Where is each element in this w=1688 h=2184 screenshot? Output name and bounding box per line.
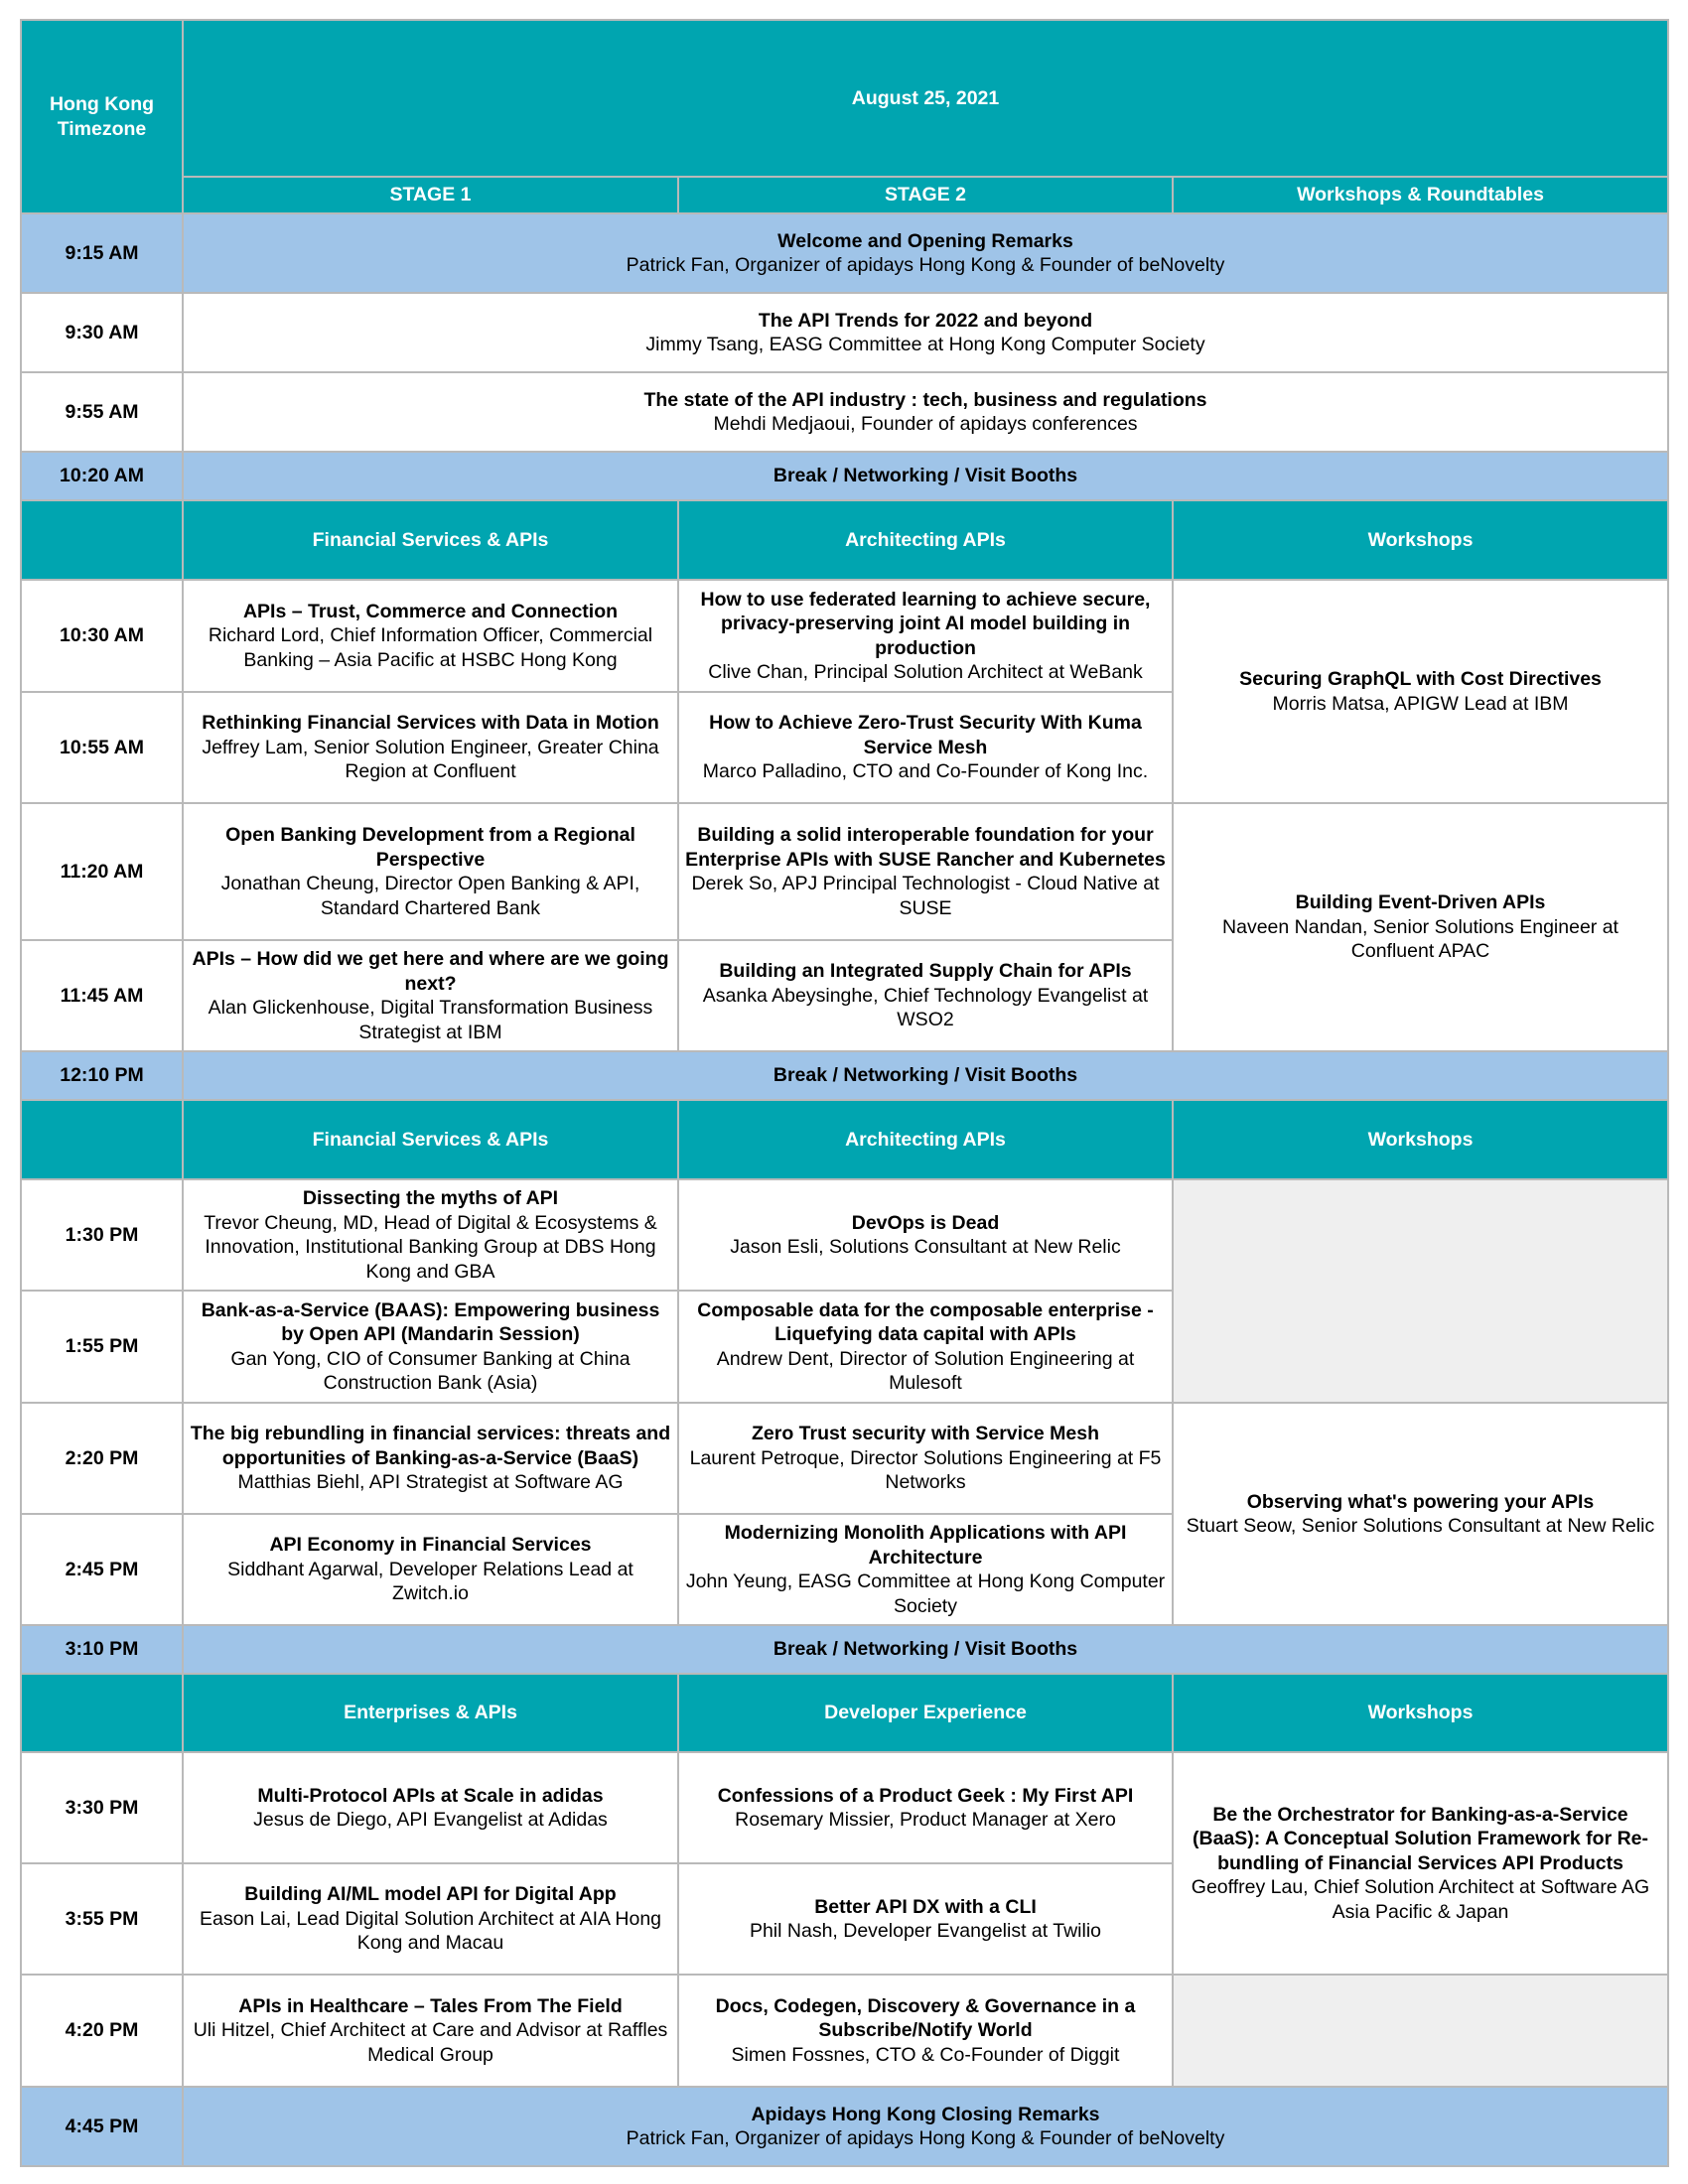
session-title: Confessions of a Product Geek : My First API: [717, 1784, 1134, 1807]
session-time: 10:30 AM: [21, 580, 183, 692]
stage2-session: [678, 1514, 1173, 1625]
session-row: [21, 1179, 1668, 1291]
session-title: Dissecting the myths of API: [302, 1187, 559, 1209]
break-time: 10:20 AM: [21, 452, 183, 500]
stage2-session: [678, 580, 1173, 692]
stage1-session: [183, 1514, 678, 1625]
break-time: 12:10 PM: [21, 1051, 183, 1100]
session-row: [21, 803, 1668, 940]
session-title: Rethinking Financial Services with Data in Motion: [202, 712, 659, 735]
track-header-empty: [21, 500, 183, 580]
plenary-session: [183, 293, 1668, 372]
session-title: How to Achieve Zero-Trust Security With Kuma Service Mesh: [709, 712, 1142, 758]
session-speaker: Geoffrey Lau, Chief Solution Architect at Software AG Asia Pacific & Japan: [1191, 1876, 1650, 1923]
track-header-empty: [21, 1674, 183, 1752]
session-title: Welcome and Opening Remarks: [777, 229, 1073, 252]
session-time: 1:30 PM: [21, 1179, 183, 1291]
stage1-session: [183, 1863, 678, 1975]
stage1-session: [183, 1291, 678, 1403]
session-title: Zero Trust security with Service Mesh: [751, 1423, 1100, 1445]
session-speaker: Patrick Fan, Organizer of apidays Hong Kong & Founder of beNovelty: [626, 254, 1225, 276]
session-time: 10:55 AM: [21, 692, 183, 803]
break-time: 3:10 PM: [21, 1625, 183, 1674]
track-header-row: [21, 500, 1668, 580]
session-speaker: Marco Palladino, CTO and Co-Founder of Kong Inc.: [702, 760, 1149, 783]
track-header: Enterprises & APIs: [183, 1674, 678, 1752]
track-header: Architecting APIs: [678, 1100, 1173, 1179]
session-speaker: Alan Glickenhouse, Digital Transformation Business Strategist at IBM: [208, 997, 653, 1043]
stage2-session: [678, 1403, 1173, 1514]
session-speaker: Richard Lord, Chief Information Officer, Commercial Banking – Asia Pacific at HSBC Hong Kong: [208, 624, 653, 671]
session-time: 1:55 PM: [21, 1291, 183, 1403]
session-title: The big rebundling in financial services: threats and opportunities of Banking-as-a-Service (BaaS): [190, 1423, 671, 1469]
session-speaker: Naveen Nandan, Senior Solutions Engineer at Confluent APAC: [1222, 915, 1618, 963]
session-title: API Economy in Financial Services: [269, 1534, 592, 1557]
session-title: DevOps is Dead: [851, 1211, 1000, 1234]
session-title: Better API DX with a CLI: [814, 1895, 1037, 1918]
session-time: 4:45 PM: [21, 2087, 183, 2166]
session-title: Modernizing Monolith Applications with API Architecture: [724, 1522, 1127, 1569]
session-speaker: Phil Nash, Developer Evangelist at Twilio: [749, 1920, 1102, 1942]
session-title: Observing what's powering your APIs: [1246, 1490, 1595, 1513]
break-row: [21, 452, 1668, 500]
track-header: Workshops: [1173, 500, 1668, 580]
stage2-session: [678, 1863, 1173, 1975]
session-title: Securing GraphQL with Cost Directives: [1239, 668, 1602, 690]
stage2-session: [678, 940, 1173, 1051]
session-speaker: Simen Fossnes, CTO & Co-Founder of Diggit: [731, 2043, 1120, 2066]
session-speaker: Trevor Cheung, MD, Head of Digital & Ecosystems & Innovation, Institutional Banking Group at DBS Hong Kong and GBA: [204, 1211, 657, 1283]
plenary-session: [183, 372, 1668, 452]
session-speaker: Matthias Biehl, API Strategist at Software AG: [237, 1471, 624, 1494]
session-title: Building Event-Driven APIs: [1295, 891, 1546, 914]
track-header: Financial Services & APIs: [183, 1100, 678, 1179]
session-speaker: Patrick Fan, Organizer of apidays Hong Kong & Founder of beNovelty: [626, 2127, 1225, 2149]
session-title: Multi-Protocol APIs at Scale in adidas: [257, 1784, 604, 1807]
session-speaker: Jimmy Tsang, EASG Committee at Hong Kong Computer Society: [645, 334, 1205, 355]
session-title: Building AI/ML model API for Digital App: [244, 1883, 617, 1906]
stage1-session: [183, 940, 678, 1051]
session-speaker: Morris Matsa, APIGW Lead at IBM: [1272, 692, 1569, 715]
session-time: 9:55 AM: [21, 372, 183, 452]
session-time: 3:30 PM: [21, 1752, 183, 1863]
timezone-header: [21, 20, 183, 213]
stage2-session: [678, 1752, 1173, 1863]
break-label: Break / Networking / Visit Booths: [183, 1051, 1668, 1100]
session-time: 2:20 PM: [21, 1403, 183, 1514]
session-speaker: Jonathan Cheung, Director Open Banking & API, Standard Chartered Bank: [220, 873, 640, 919]
session-row: [21, 213, 1668, 293]
session-speaker: Jeffrey Lam, Senior Solution Engineer, Greater China Region at Confluent: [202, 736, 659, 783]
timezone-line2: Timezone: [57, 117, 147, 140]
stage1-session: [183, 580, 678, 692]
session-row: [21, 1752, 1668, 1863]
session-speaker: Uli Hitzel, Chief Architect at Care and Advisor at Raffles Medical Group: [193, 2019, 668, 2066]
track-header: Financial Services & APIs: [183, 500, 678, 580]
session-time: 9:30 AM: [21, 293, 183, 372]
stage2-session: [678, 1291, 1173, 1403]
session-speaker: Jason Esli, Solutions Consultant at New Relic: [730, 1236, 1121, 1258]
stage-1-header: STAGE 1: [183, 177, 678, 213]
session-time: 11:45 AM: [21, 940, 183, 1051]
session-speaker: Asanka Abeysinghe, Chief Technology Evangelist at WSO2: [702, 984, 1149, 1031]
session-speaker: Stuart Seow, Senior Solutions Consultant at New Relic: [1186, 1515, 1655, 1537]
workshops-header: Workshops & Roundtables: [1173, 177, 1668, 213]
session-speaker: Gan Yong, CIO of Consumer Banking at China Construction Bank (Asia): [230, 1347, 631, 1394]
session-speaker: Eason Lai, Lead Digital Solution Architect at AIA Hong Kong and Macau: [199, 1907, 662, 1955]
session-row: [21, 1975, 1668, 2087]
stage1-session: [183, 1752, 678, 1863]
stage2-session: [678, 1179, 1173, 1291]
session-row: [21, 293, 1668, 372]
break-label: Break / Networking / Visit Booths: [183, 452, 1668, 500]
stage1-session: [183, 692, 678, 803]
workshop-session: [1173, 1403, 1668, 1625]
session-speaker: Mehdi Medjaoui, Founder of apidays conferences: [713, 413, 1138, 435]
session-speaker: John Yeung, EASG Committee at Hong Kong Computer Society: [685, 1570, 1166, 1617]
session-title: Apidays Hong Kong Closing Remarks: [751, 2103, 1100, 2125]
track-header-empty: [21, 1100, 183, 1179]
workshop-session: [1173, 803, 1668, 1051]
session-title: Open Banking Development from a Regional Perspective: [225, 824, 635, 871]
session-speaker: Clive Chan, Principal Solution Architect at WeBank: [708, 661, 1143, 683]
track-header: Developer Experience: [678, 1674, 1173, 1752]
event-date: August 25, 2021: [183, 20, 1668, 177]
timezone-line1: Hong Kong: [49, 93, 155, 115]
stage2-session: [678, 803, 1173, 940]
session-row: [21, 2087, 1668, 2166]
workshop-session: [1173, 1752, 1668, 1975]
session-title: The state of the API industry : tech, business and regulations: [643, 388, 1207, 411]
session-time: 9:15 AM: [21, 213, 183, 293]
session-speaker: Siddhant Agarwal, Developer Relations Lead at Zwitch.io: [227, 1558, 633, 1605]
stage1-session: [183, 1179, 678, 1291]
session-time: 3:55 PM: [21, 1863, 183, 1975]
session-row: [21, 372, 1668, 452]
session-title: How to use federated learning to achieve secure, privacy-preserving joint AI model building in production: [700, 588, 1151, 659]
break-row: [21, 1051, 1668, 1100]
track-header-row: [21, 1100, 1668, 1179]
break-row: [21, 1625, 1668, 1674]
session-speaker: Jesus de Diego, API Evangelist at Adidas: [253, 1809, 608, 1831]
track-header: Architecting APIs: [678, 500, 1173, 580]
session-title: APIs – Trust, Commerce and Connection: [242, 600, 619, 622]
stage-2-header: STAGE 2: [678, 177, 1173, 213]
track-header: Workshops: [1173, 1100, 1668, 1179]
session-row: [21, 1403, 1668, 1514]
session-speaker: Derek So, APJ Principal Technologist - Cloud Native at SUSE: [691, 873, 1160, 919]
stage2-session: [678, 1975, 1173, 2087]
break-label: Break / Networking / Visit Booths: [183, 1625, 1668, 1674]
plenary-session: [183, 2087, 1668, 2166]
stage1-session: [183, 1975, 678, 2087]
empty-workshop-slot: [1173, 1179, 1668, 1403]
session-title: APIs – How did we get here and where are we going next?: [192, 948, 669, 995]
session-title: Composable data for the composable enterprise - Liquefying data capital with APIs: [697, 1298, 1154, 1345]
session-time: 2:45 PM: [21, 1514, 183, 1625]
track-header-row: [21, 1674, 1668, 1752]
session-time: 11:20 AM: [21, 803, 183, 940]
workshop-session: [1173, 580, 1668, 803]
session-time: 4:20 PM: [21, 1975, 183, 2087]
track-header: Workshops: [1173, 1674, 1668, 1752]
session-title: Be the Orchestrator for Banking-as-a-Service (BaaS): A Conceptual Solution Framework for Re-bundling of Financial Services API Products: [1193, 1803, 1649, 1874]
session-title: Building an Integrated Supply Chain for APIs: [719, 960, 1132, 983]
empty-workshop-slot: [1173, 1975, 1668, 2087]
session-row: [21, 580, 1668, 692]
session-speaker: Rosemary Missier, Product Manager at Xero: [735, 1809, 1116, 1831]
session-title: APIs in Healthcare – Tales From The Field: [238, 1994, 623, 2017]
session-title: The API Trends for 2022 and beyond: [758, 309, 1093, 332]
session-speaker: Laurent Petroque, Director Solutions Engineering at F5 Networks: [689, 1446, 1162, 1494]
session-title: Bank-as-a-Service (BAAS): Empowering business by Open API (Mandarin Session): [201, 1298, 660, 1345]
session-title: Building a solid interoperable foundation for your Enterprise APIs with SUSE Rancher and Kubernetes: [685, 824, 1166, 871]
stage1-session: [183, 803, 678, 940]
session-speaker: Andrew Dent, Director of Solution Engineering at Mulesoft: [716, 1347, 1135, 1394]
session-title: Docs, Codegen, Discovery & Governance in a Subscribe/Notify World: [715, 1994, 1136, 2042]
stage1-session: [183, 1403, 678, 1514]
agenda-table: [20, 19, 1669, 2167]
plenary-session: [183, 213, 1668, 293]
stage2-session: [678, 692, 1173, 803]
